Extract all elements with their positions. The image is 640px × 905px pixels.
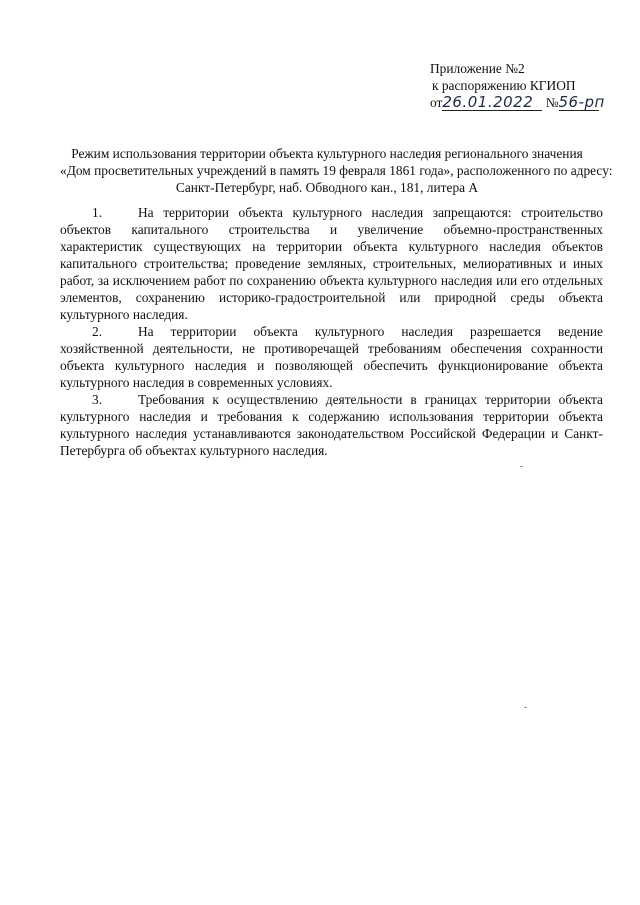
paragraph-number: 2.: [92, 324, 103, 339]
paragraph-number: 1.: [92, 205, 103, 220]
scan-speck: [520, 466, 523, 467]
appendix-order-ref: к распоряжению КГИОП: [432, 78, 576, 93]
paragraph-3: [60, 391, 603, 459]
paragraph-text: Требования к осуществлению деятельности в границах территории объекта культурного наследия и требования к содержанию использования территории объекта культурного наследия устанавливаются законодательством Российской Федерации и Санкт-Петербурга об объектах культурного наследия.: [60, 392, 603, 458]
appendix-title: Приложение №2: [430, 61, 525, 76]
date-field: [442, 95, 542, 111]
title-line-2: «Дом просветительных учреждений в память 19 февраля 1861 года», расположенного по адресу:: [60, 163, 613, 178]
number-prefix: №: [545, 95, 559, 110]
appendix-date-number-line: [430, 93, 605, 111]
paragraph-2: [60, 323, 603, 391]
scan-speck: [524, 707, 527, 708]
number-field: [558, 93, 605, 111]
document-title: [60, 145, 613, 196]
handwritten-date: 26.01.2022: [442, 93, 534, 111]
title-line-3: Санкт-Петербург, наб. Обводного кан., 181, литера А: [175, 180, 479, 195]
title-line-1: Режим использования территории объекта культурного наследия регионального значения: [71, 146, 583, 161]
paragraph-text: На территории объекта культурного наследия запрещаются: строительство объектов капитального строительства и увеличение объемно-пространственных характеристик существующих на территории объекта культурного наследия объектов капитального строительства; проведение земляных, строительных, мелиоративных и иных работ, за исключением работ по сохранению объекта культурного наследия или его отдельных элементов, сохранению историко-градостроительной или природной среды объекта культурного наследия.: [60, 205, 603, 322]
paragraph-1: [60, 204, 603, 323]
handwritten-number: 56-рп: [558, 93, 605, 111]
paragraph-number: 3.: [92, 392, 103, 407]
paragraph-text: На территории объекта культурного наследия разрешается ведение хозяйственной деятельности, не противоречащей требованиям обеспечения сохранности объекта культурного наследия и позволяющей обеспечить функционирование объекта культурного наследия в современных условиях.: [60, 324, 603, 390]
date-prefix: от: [430, 95, 443, 110]
document-body: [60, 204, 603, 459]
appendix-header: [430, 60, 605, 111]
